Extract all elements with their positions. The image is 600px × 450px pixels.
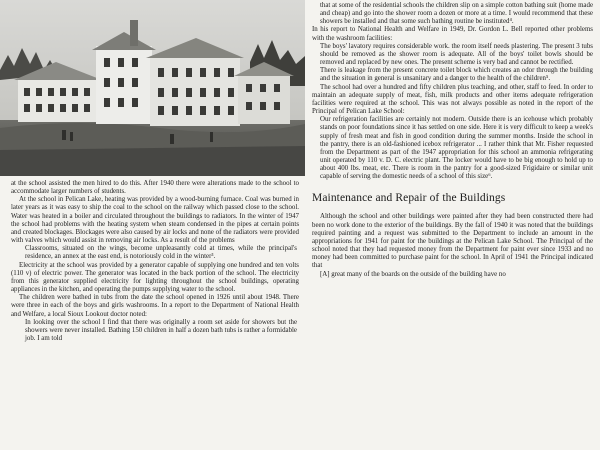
block-quote: [A] great many of the boards on the outside of the building have no [320, 270, 506, 278]
body-paragraph: Although the school and other buildings were painted after they had been constructed there had been no work done to the exterior of the buildings. By the fall of 1940 it was noted that the buildings required painting and a request was submitted to the Department to include an amount in the appropriations for 1941 for paint for the buildings at the Pelican Lake School. The Principal of the school noted that they had requested money from the Department for paint ever since 1933 and no money had been committed to purchase paint for the school. In April of 1941 the Principal indicated that [312, 213, 593, 270]
block-quote: Our refrigeration facilities are certainly not modern. Outside there is an icehouse which probably stands on poor foundations since it has settled on one side. Here it is very difficult to keep a week's supply of fresh meat and fish in good condition during the summer months. Inside the school in the pantry, there is an old-fashioned icebox refrigerator ... I rather think that Mr. Fisher requested from the Department as part of the 1947 appropriation for this school an ammonia refrigerating unit operated by 110 v. D. C. electric plant. The locker would have to be big enough to hold up to about 400 lbs. meat, etc. There is room in the pantry for a good-sized Frigidaire or similar unit capable of serving the domestic needs of a school of this size⁶. [320, 116, 593, 181]
body-paragraph: At the school in Pelican Lake, heating was provided by a wood-burning furnace. Coal was burned in later years as it was easy to ship the coal to the school on the railway which passed close to the school. Water was heated in a boiler and circulated throughout the buildings to radiators. In the winter of 1947 the school had problems with the heating system when steam condensed in the pipes at certain points and created blockages. Blockages were also caused by air locks and none of the radiators were provided with valves which would assist in removing air locks. As a result of the problems [11, 196, 299, 245]
body-paragraph: at the school assisted the men hired to do this. After 1940 there were alterations made to the school to accommodate larger numbers of students. [11, 180, 299, 196]
right-text-column [312, 2, 593, 279]
section-heading: Maintenance and Repair of the Buildings [312, 192, 506, 205]
block-quote: In looking over the school I find that there was originally a room set aside for showers but the showers were never installed. Bathing 150 children in half a dozen bath tubs is rather a formidable job. I am told [25, 318, 297, 342]
left-text-column [11, 180, 299, 343]
block-quote: There is leakage from the present concrete toilet block which creates an odor through the building and the situation in general is unsanitary and a danger to the health of the children⁵. [320, 67, 593, 83]
body-paragraph: Electricity at the school was provided by a generator capable of supplying one hundred and ten volts (110 v) of electric power. The generator was located in the back portion of the school. The electricity from this generator supplied electricity for lighting throughout the school buildings, operating appliances in the kitchen, and operating the pumps supplying water to the school. [11, 261, 299, 294]
school-building-photo [0, 0, 305, 176]
block-quote: The boys' lavatory requires considerable work. the room itself needs plastering. The present 3 tubs should be removed as the shower room is adequate. All of the boys' toilet bowls should be removed and replaced by new ones. The present scheme is very bad and cannot be rectified. [320, 42, 593, 67]
body-paragraph: In his report to National Health and Welfare in 1949, Dr. Gordon L. Bell reported other problems with the washroom facilities: [312, 26, 593, 42]
body-paragraph: The children were bathed in tubs from the date the school opened in 1926 until about 1948. There were three in each of the boys and girls washrooms. In a report to the Department of National Health and Welfare, a local Sioux Lookout doctor noted: [11, 294, 299, 318]
block-quote: Classrooms, situated on the wings, become unpleasantly cold at times, while the principal's residence, an annex at the east end, is notoriously cold in the winter³. [25, 245, 297, 261]
block-quote: that at some of the residential schools the children slip on a simple cotton bathing suit (home made and cheap) and go into the shower room a dozen or more at a time. I would recommend that these showers be installed and that some such bathing routine be instituted⁴. [320, 2, 593, 26]
body-paragraph: The school had over a hundred and fifty children plus teaching, and other, staff to feed. In order to maintain an adequate supply of meat, fish, milk products and other items adequate refrigeration facilities were required at the school. This was not always possible as noted in the report of the Principal of Pelican Lake School: [312, 83, 593, 116]
